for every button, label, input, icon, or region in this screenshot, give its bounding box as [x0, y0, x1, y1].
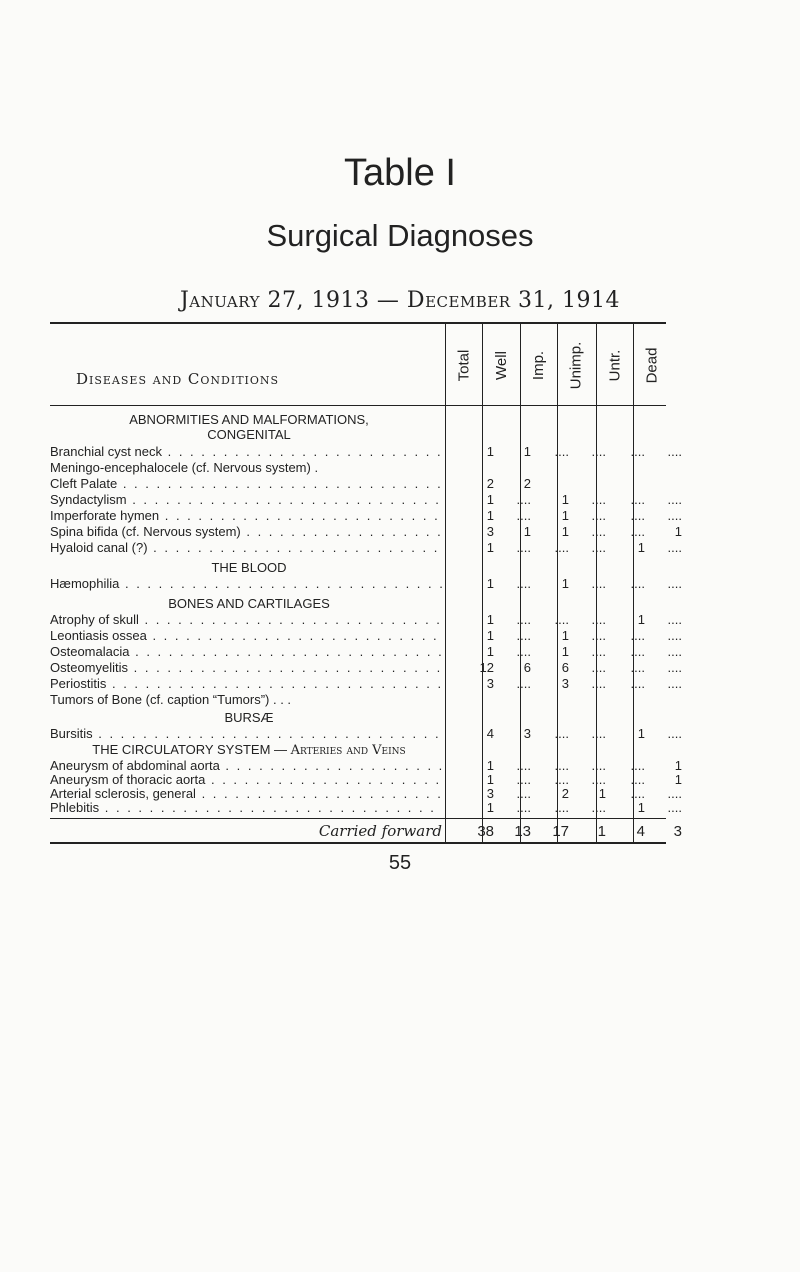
table-row [0, 758, 800, 773]
cell-dead: 1 [674, 772, 682, 787]
cell-well: .... [516, 758, 531, 773]
carried-unimp: 1 [597, 823, 606, 840]
row-label: Atrophy of skull . . . [50, 612, 442, 627]
header-well [483, 330, 519, 400]
cell-unimp: .... [591, 644, 606, 659]
row-label: Phlebitis . . . [50, 800, 442, 815]
cell-dead: 1 [674, 758, 682, 773]
header-untr [597, 330, 633, 400]
cell-dead: 1 [674, 524, 682, 539]
carried-well: 13 [514, 823, 531, 840]
cell-well: .... [516, 800, 531, 815]
section-abnormities-line1: ABNORMITIES AND MALFORMATIONS, [129, 412, 369, 427]
carried-untr: 4 [636, 823, 645, 840]
cell-total: 1 [486, 758, 494, 773]
carried-total: 38 [477, 823, 494, 840]
cell-total: 4 [486, 726, 494, 741]
row-label: Imperforate hymen . . . [50, 508, 442, 523]
cell-untr: .... [630, 772, 645, 787]
table-row [0, 476, 800, 491]
table-row [0, 492, 800, 507]
cell-total: 1 [486, 612, 494, 627]
cell-untr: 1 [637, 540, 645, 555]
cell-dead: .... [667, 676, 682, 691]
row-label: Cleft Palate . . . [50, 476, 442, 491]
header-diseases: Diseases and Conditions [76, 370, 280, 388]
carried-dead: 3 [673, 823, 682, 840]
table-row [0, 676, 800, 691]
cell-dead: .... [667, 660, 682, 675]
cell-untr: .... [630, 786, 645, 801]
row-label: Hæmophilia . . . [50, 576, 442, 591]
table-title: Table I [344, 152, 456, 194]
cell-untr: .... [630, 628, 645, 643]
section-circulatory-subtitle: Arteries and Veins [290, 743, 406, 758]
cell-imp: .... [554, 540, 569, 555]
row-label: Aneurysm of abdominal aorta . . . [50, 758, 442, 773]
cell-unimp: .... [591, 628, 606, 643]
cell-total: 3 [486, 524, 494, 539]
cell-imp: 1 [561, 508, 569, 523]
header-imp [521, 330, 557, 400]
cell-untr: .... [630, 444, 645, 459]
table-row [0, 508, 800, 523]
cell-unimp: .... [591, 444, 606, 459]
table-row [0, 660, 800, 675]
cell-total: 1 [486, 492, 494, 507]
cell-total: 1 [486, 628, 494, 643]
cell-well: 6 [523, 660, 531, 675]
cell-well: 1 [523, 444, 531, 459]
cell-total: 1 [486, 444, 494, 459]
section-bursae-line1: BURSÆ [224, 710, 274, 725]
cell-imp: 6 [561, 660, 569, 675]
cell-untr: .... [630, 508, 645, 523]
cell-untr: .... [630, 676, 645, 691]
cell-well: .... [516, 772, 531, 787]
row-label: Spina bifida (cf. Nervous system) . . . [50, 524, 442, 539]
header-rule [50, 405, 666, 406]
table-row [0, 772, 800, 787]
header-dead-label: Dead [643, 347, 661, 383]
cell-dead: .... [667, 786, 682, 801]
header-dead [634, 330, 670, 400]
section-blood [50, 560, 448, 575]
row-label: Tumors of Bone (cf. caption “Tumors”) . . . [50, 692, 292, 707]
cell-imp: 1 [561, 644, 569, 659]
section-circulatory [50, 742, 448, 758]
cell-well: .... [516, 576, 531, 591]
cell-unimp: .... [591, 800, 606, 815]
cell-untr: 1 [637, 612, 645, 627]
cell-total: 1 [486, 644, 494, 659]
section-bursae [50, 710, 448, 725]
section-abnormities-line2: CONGENITAL [207, 427, 291, 442]
cell-imp: 3 [561, 676, 569, 691]
cell-well: 3 [523, 726, 531, 741]
header-untr-label: Untr. [606, 349, 624, 381]
cell-unimp: .... [591, 524, 606, 539]
top-rule [50, 322, 666, 324]
cell-untr: .... [630, 758, 645, 773]
row-label: Bursitis . . . [50, 726, 442, 741]
cell-imp: 1 [561, 524, 569, 539]
cell-dead: .... [667, 444, 682, 459]
table-row [0, 726, 800, 741]
row-label: Aneurysm of thoracic aorta . . . [50, 772, 442, 787]
table-row [0, 786, 800, 801]
cell-imp: .... [554, 800, 569, 815]
row-label: Arterial sclerosis, general . . . [50, 786, 442, 801]
cell-total: 2 [486, 476, 494, 491]
cell-unimp: 1 [598, 786, 606, 801]
table-row [0, 524, 800, 539]
cell-dead: .... [667, 644, 682, 659]
cell-imp: 1 [561, 576, 569, 591]
table-subtitle: Surgical Diagnoses [266, 218, 534, 253]
table-row [0, 576, 800, 591]
table-row [0, 692, 800, 707]
table-row [0, 460, 800, 475]
section-circulatory-separator: — [270, 742, 291, 757]
table-row [0, 644, 800, 659]
cell-untr: .... [630, 492, 645, 507]
header-unimp [558, 330, 594, 400]
cell-unimp: .... [591, 772, 606, 787]
cell-untr: 1 [637, 726, 645, 741]
cell-dead: .... [667, 726, 682, 741]
cell-total: 1 [486, 772, 494, 787]
header-total-label: Total [455, 349, 473, 381]
cell-dead: .... [667, 612, 682, 627]
row-label: Leontiasis ossea . . . [50, 628, 442, 643]
cell-total: 1 [486, 540, 494, 555]
cell-untr: 1 [637, 800, 645, 815]
cell-dead: .... [667, 628, 682, 643]
cell-well: 2 [523, 476, 531, 491]
carried-forward-row [0, 822, 800, 842]
cell-untr: .... [630, 644, 645, 659]
row-label: Osteomalacia . . . [50, 644, 442, 659]
section-abnormities [50, 412, 448, 442]
cell-unimp: .... [591, 612, 606, 627]
cell-well: .... [516, 612, 531, 627]
cell-dead: .... [667, 508, 682, 523]
cell-total: 3 [486, 786, 494, 801]
cell-imp: 1 [561, 492, 569, 507]
cell-unimp: .... [591, 758, 606, 773]
section-blood-line1: THE BLOOD [211, 560, 287, 575]
table-row [0, 628, 800, 643]
cell-untr: .... [630, 660, 645, 675]
cell-unimp: .... [591, 540, 606, 555]
cell-unimp: .... [591, 492, 606, 507]
section-bones [50, 596, 448, 611]
cell-well: .... [516, 644, 531, 659]
row-label: Meningo-encephalocele (cf. Nervous system) . [50, 460, 319, 475]
cell-imp: .... [554, 726, 569, 741]
table-row [0, 800, 800, 815]
cell-dead: .... [667, 576, 682, 591]
cell-well: .... [516, 492, 531, 507]
cell-well: .... [516, 676, 531, 691]
cell-untr: .... [630, 576, 645, 591]
cell-total: 1 [486, 800, 494, 815]
cell-unimp: .... [591, 660, 606, 675]
row-label: Syndactylism . . . [50, 492, 442, 507]
cell-dead: .... [667, 492, 682, 507]
row-label: Hyaloid canal (?) . . . [50, 540, 442, 555]
cell-well: 1 [523, 524, 531, 539]
header-imp-label: Imp. [530, 350, 548, 380]
header-unimp-label: Unimp. [567, 341, 585, 389]
bottom-rule [50, 842, 666, 844]
cell-imp: 2 [561, 786, 569, 801]
carried-forward-label: Carried forward [318, 822, 442, 840]
cell-total: 1 [486, 508, 494, 523]
table-row [0, 444, 800, 459]
cell-total: 3 [486, 676, 494, 691]
header-well-label: Well [492, 350, 510, 380]
cell-unimp: .... [591, 508, 606, 523]
date-range: January 27, 1913 — December 31, 1914 [179, 288, 621, 313]
cell-unimp: .... [591, 676, 606, 691]
row-label: Osteomyelitis . . . [50, 660, 442, 675]
table-row [0, 540, 800, 555]
cell-total: 12 [479, 660, 494, 675]
cell-dead: .... [667, 540, 682, 555]
cell-unimp: .... [591, 726, 606, 741]
header-total [446, 330, 482, 400]
cell-well: .... [516, 786, 531, 801]
cell-imp: 1 [561, 628, 569, 643]
cell-imp: .... [554, 444, 569, 459]
total-rule [50, 818, 666, 819]
table-row [0, 612, 800, 627]
cell-untr: .... [630, 524, 645, 539]
section-bones-line1: BONES AND CARTILAGES [168, 596, 330, 611]
cell-total: 1 [486, 576, 494, 591]
cell-imp: .... [554, 772, 569, 787]
cell-well: .... [516, 540, 531, 555]
page-number: 55 [388, 852, 412, 874]
cell-unimp: .... [591, 576, 606, 591]
cell-imp: .... [554, 612, 569, 627]
cell-imp: .... [554, 758, 569, 773]
section-circulatory-title: THE CIRCULATORY SYSTEM [92, 742, 271, 757]
carried-imp: 17 [552, 823, 569, 840]
cell-well: .... [516, 508, 531, 523]
cell-well: .... [516, 628, 531, 643]
cell-dead: .... [667, 800, 682, 815]
row-label: Periostitis . . . [50, 676, 442, 691]
row-label: Branchial cyst neck . . . [50, 444, 442, 459]
